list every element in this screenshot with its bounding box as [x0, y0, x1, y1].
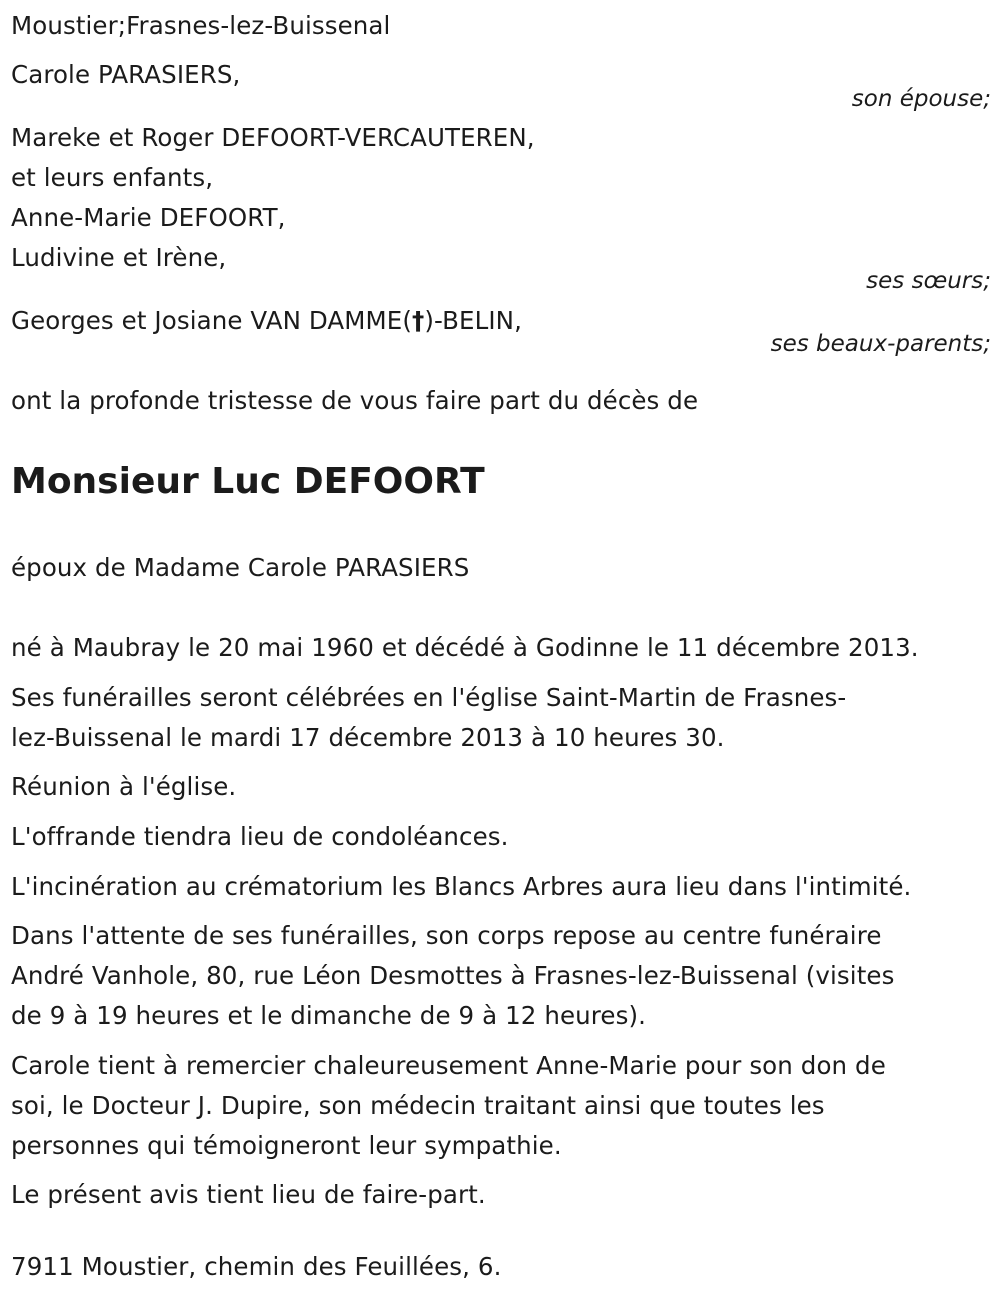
thanks-line: Carole tient à remercier chaleureusement Anne-Marie pour son don de [11, 1051, 886, 1080]
funeral-line: Ses funérailles seront célébrées en l'église Saint-Martin de Frasnes- [11, 683, 847, 712]
spouse-line: époux de Madame Carole PARASIERS [11, 553, 470, 582]
sisters-line: Ludivine et Irène, [11, 243, 227, 272]
visits-line: Dans l'attente de ses funérailles, son corps repose au centre funéraire [11, 921, 882, 950]
meeting-line: Réunion à l'église. [11, 772, 237, 801]
location-header: Moustier;Frasnes-lez-Buissenal [11, 11, 391, 40]
visits-line: André Vanhole, 80, rue Léon Desmottes à Frasnes-lez-Buissenal (visites [11, 961, 895, 990]
thanks-line: personnes qui témoigneront leur sympathie. [11, 1131, 562, 1160]
deceased-name: Monsieur Luc DEFOORT [11, 461, 485, 502]
sisters-role: ses sœurs; [866, 268, 991, 294]
address-line: 7911 Moustier, chemin des Feuillées, 6. [11, 1252, 502, 1281]
sisters-line: Mareke et Roger DEFOORT-VERCAUTEREN, [11, 123, 535, 152]
thanks-line: soi, le Docteur J. Dupire, son médecin traitant ainsi que toutes les [11, 1091, 825, 1120]
in-laws-prefix: Georges et Josiane VAN DAMME( [11, 306, 413, 335]
notice-line: Le présent avis tient lieu de faire-part. [11, 1180, 486, 1209]
offering-line: L'offrande tiendra lieu de condoléances. [11, 822, 509, 851]
announcement-text: ont la profonde tristesse de vous faire part du décès de [11, 386, 699, 415]
cross-icon: † [412, 306, 425, 335]
in-laws-role: ses beaux-parents; [770, 331, 991, 357]
wife-role: son épouse; [851, 86, 991, 112]
birth-death-line: né à Maubray le 20 mai 1960 et décédé à Godinne le 11 décembre 2013. [11, 633, 919, 662]
funeral-line: lez-Buissenal le mardi 17 décembre 2013 à 10 heures 30. [11, 723, 725, 752]
sisters-line: et leurs enfants, [11, 163, 214, 192]
sisters-line: Anne-Marie DEFOORT, [11, 203, 286, 232]
in-laws-names [11, 306, 522, 336]
wife-name: Carole PARASIERS, [11, 60, 241, 89]
visits-line: de 9 à 19 heures et le dimanche de 9 à 12 heures). [11, 1001, 647, 1030]
in-laws-suffix: )-BELIN, [424, 306, 522, 335]
cremation-line: L'incinération au crématorium les Blancs Arbres aura lieu dans l'intimité. [11, 872, 912, 901]
